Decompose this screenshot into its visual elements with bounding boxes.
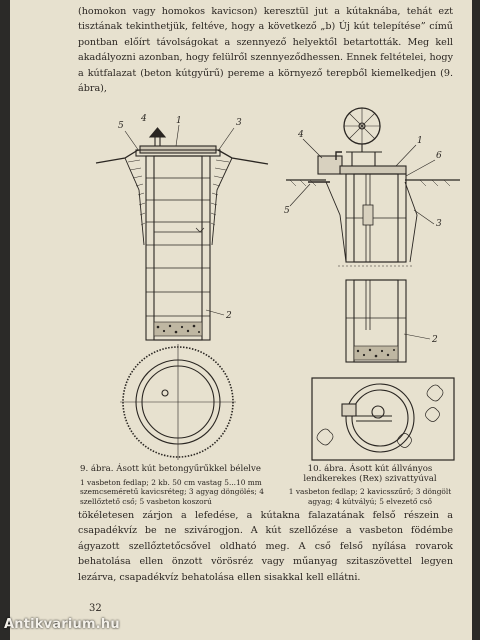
watermark: Antikvarium.hu: [4, 617, 120, 632]
fig10-plan: [312, 378, 454, 460]
figure-10-title: 10. ábra. Ásott kút állványos lendkerekes (Rex) szivattyúval: [303, 464, 437, 484]
figure-9-legend: 1 vasbeton fedlap; 2 kb. 50 cm vastag 5...10 mm szemcseméretű kavicsréteg; 3 agyag döngölés; 4 szellőztető cső; 5 vasbeton koszorú: [80, 477, 264, 506]
fig9-plan: [120, 344, 236, 460]
fig10-label-4: 4: [298, 130, 304, 140]
fig10-section: [284, 108, 460, 362]
fig9-label-1: 1: [176, 116, 182, 126]
page-number: 32: [89, 603, 102, 614]
figure-10-legend: 1 vasbeton fedlap; 2 kavicsszűrő; 3 döngölt agyag; 4 kútvályú; 5 elvezető cső: [288, 487, 452, 506]
fig9-label-4: 4: [141, 114, 147, 124]
fig10-label-3: 3: [436, 219, 442, 229]
figure-10-caption: [285, 465, 455, 506]
paragraph-top: (homokon vagy homokos kavicson) keresztül jut a kútaknába, tehát ezt tisztának tekinthetjük, feltéve, hogy a következő „b) Új kút telepítése” című pontban előírt távolságokat a szennyező helyektől betartották. Meg kell akadályozni azonban, hogy felülről szennyeződhessen. Ennek feltételei, hogy a kútfalazat (beton kútgyűrű) pereme a környező terepből kiemelkedjen (9. ábra),: [78, 6, 453, 95]
figure-9-caption: [80, 465, 270, 506]
fig10-label-1: 1: [417, 136, 423, 146]
fig10-label-6: 6: [436, 151, 442, 161]
fig9-label-2: 2: [226, 311, 232, 321]
figure-9-title: 9. ábra. Ásott kút betongyűrűkkel bélelve: [80, 464, 261, 474]
fig9-section: [96, 114, 268, 340]
paragraph-bottom: tökéletesen zárjon a lefedése, a kútakna falazatának felső részein a csapadékvíz be ne szivárogjon. A kút szellőzése a vasbeton födémbe ágyazott szellőztetőcsővel oldható meg. A cső felső nyílása rovarok behatolása ellen önzott vörösréz vagy műanyag szitaszövettel legyen lezárva, csapadékvíz behatolása ellen sisakkal kell ellátni.: [78, 510, 453, 583]
fig9-label-3: 3: [236, 118, 242, 128]
fig10-label-5: 5: [284, 206, 290, 216]
fig9-label-5: 5: [118, 121, 124, 131]
fig10-label-2: 2: [432, 335, 438, 345]
